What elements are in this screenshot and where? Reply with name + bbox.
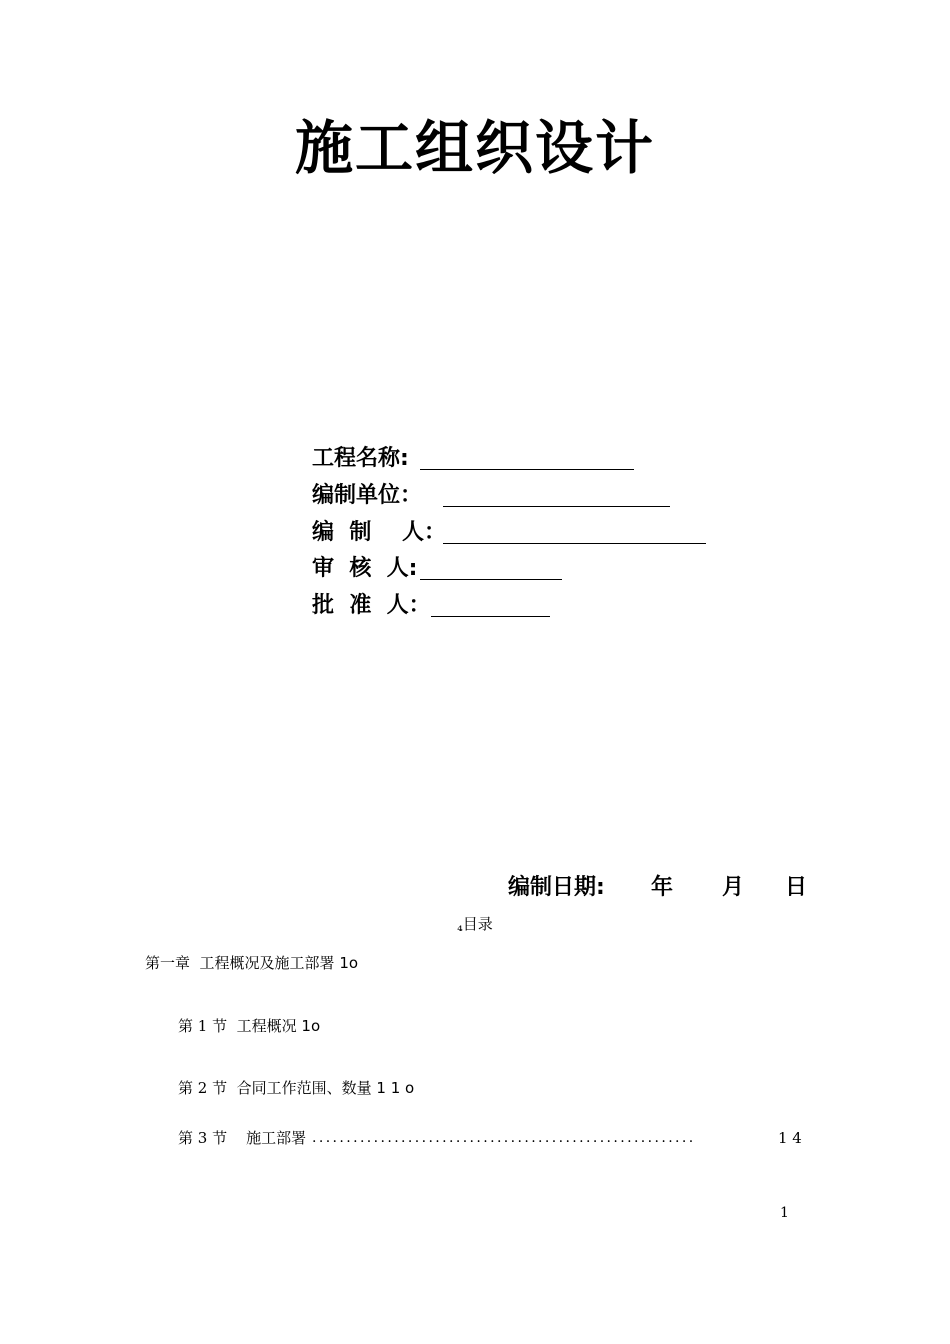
compile-date-label: 编制日期:	[508, 875, 605, 900]
toc-entry-page: 1 4	[778, 1129, 802, 1147]
approver-label: 批 准 人：	[312, 593, 431, 618]
document-title: 施工组织设计	[294, 114, 655, 182]
toc-entry-label: 第 2 节 合同工作范围、数量	[178, 1079, 372, 1097]
reviewer-underline	[420, 579, 562, 580]
reviewer-label: 审 核 人:	[312, 556, 418, 581]
toc-heading-text: 目录	[462, 915, 493, 933]
toc-entry[interactable]	[178, 1016, 320, 1036]
toc-entry-label: 第一章 工程概况及施工部署	[145, 954, 335, 972]
toc-entry-page: 1o	[339, 954, 359, 972]
compiler-label: 编 制 人：	[312, 520, 446, 545]
compile-date-year: 年	[651, 875, 674, 900]
toc-entry[interactable]	[178, 1078, 414, 1098]
compiler-underline	[443, 543, 706, 544]
compile-date-month: 月	[722, 875, 745, 900]
compiling-unit-label: 编制单位：	[312, 483, 423, 508]
approver-underline	[431, 616, 550, 617]
toc-heading	[0, 913, 950, 935]
toc-heading-mark: ₄	[457, 919, 463, 935]
page-number: 1	[780, 1205, 789, 1221]
compile-date-day: 日	[785, 875, 808, 900]
toc-entry[interactable]	[178, 1128, 306, 1148]
project-name-underline	[420, 469, 634, 470]
toc-entry-leader: ........................................................	[312, 1130, 696, 1146]
compiling-unit-underline	[443, 506, 670, 507]
project-name-label: 工程名称:	[312, 446, 409, 471]
toc-entry-label: 第 3 节 施工部署	[178, 1129, 307, 1147]
toc-entry-page: 1 1 o	[376, 1079, 415, 1097]
toc-entry-label: 第 1 节 工程概况	[178, 1017, 297, 1035]
toc-entry-page: 1o	[301, 1017, 321, 1035]
toc-entry[interactable]	[145, 953, 358, 973]
